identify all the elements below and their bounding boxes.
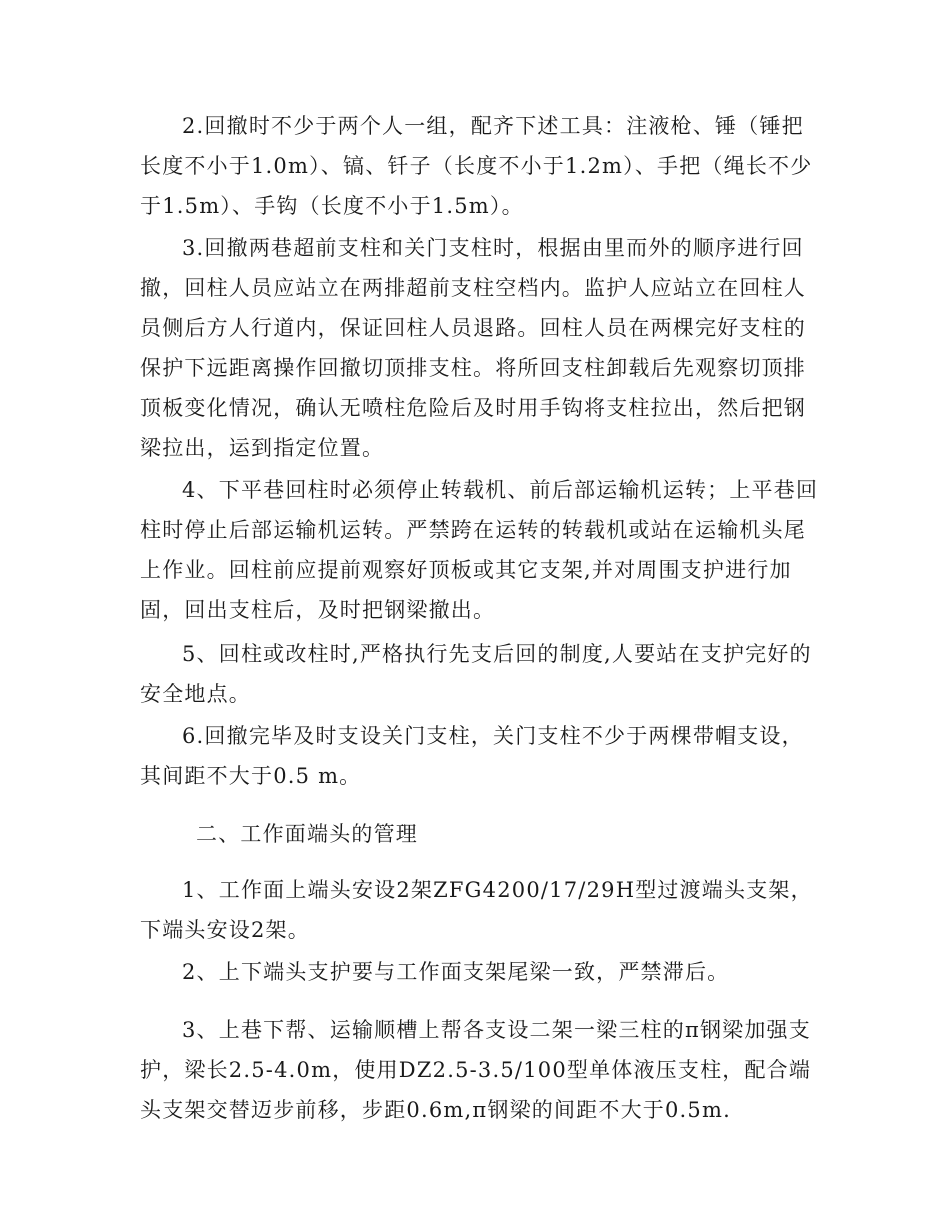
paragraph-end-supports: 1、工作面上端头安设2架ZFG4200/17/29H型过渡端头支架，下端头安设2架。 [140,878,813,942]
paragraph-pi-beam-support: 3、上巷下帮、运输顺槽上帮各支设二架一梁三柱的π钢梁加强支护，梁长2.5-4.0m，使用DZ2.5-3.5/100型单体液压支柱，配合端头支架交替迈步前移，步距0.6m,π钢梁的间距不大于0.5m. [140,1018,812,1122]
paragraph-support-before-removal: 5、回柱或改柱时,严格执行先支后回的制度,人要站在支护完好的安全地点。 [140,642,812,706]
paragraph-end-support-alignment: 2、上下端头支护要与工作面支架尾梁一致，严禁滞后。 [182,960,730,984]
paragraph-withdrawal-tools: 2.回撤时不少于两个人一组，配齐下述工具：注液枪、锤（锤把长度不小于1.0m）、镐、钎子（长度不小于1.2m）、手把（绳长不少于1.5m）、手钩（长度不小于1.5m）。 [140,114,813,218]
paragraph-withdrawal-procedure: 3.回撤两巷超前支柱和关门支柱时，根据由里而外的顺序进行回撤，回柱人员应站立在两排超前支柱空档内。监护人应站立在回柱人员侧后方人行道内，保证回柱人员退路。回柱人员在两棵完好支柱的保护下远距离操作回撤切顶排支柱。将所回支柱卸载后先观察切顶排顶板变化情况，确认无喷柱危险后及时用手钩将支柱拉出，然后把钢梁拉出，运到指定位置。 [140,236,806,460]
section-heading: 二、工作面端头的管理 [196,822,418,846]
paragraph-roadway-prop-removal: 4、下平巷回柱时必须停止转载机、前后部运输机运转；上平巷回柱时停止后部运输机运转。严禁跨在运转的转载机或站在运输机头尾上作业。回柱前应提前观察好顶板或其它支架,并对周围支护进行加固，回出支柱后，及时把钢梁撤出。 [140,478,819,622]
paragraph-gate-props: 6.回撤完毕及时支设关门支柱，关门支柱不少于两棵带帽支设，其间距不大于0.5 m。 [140,724,804,788]
